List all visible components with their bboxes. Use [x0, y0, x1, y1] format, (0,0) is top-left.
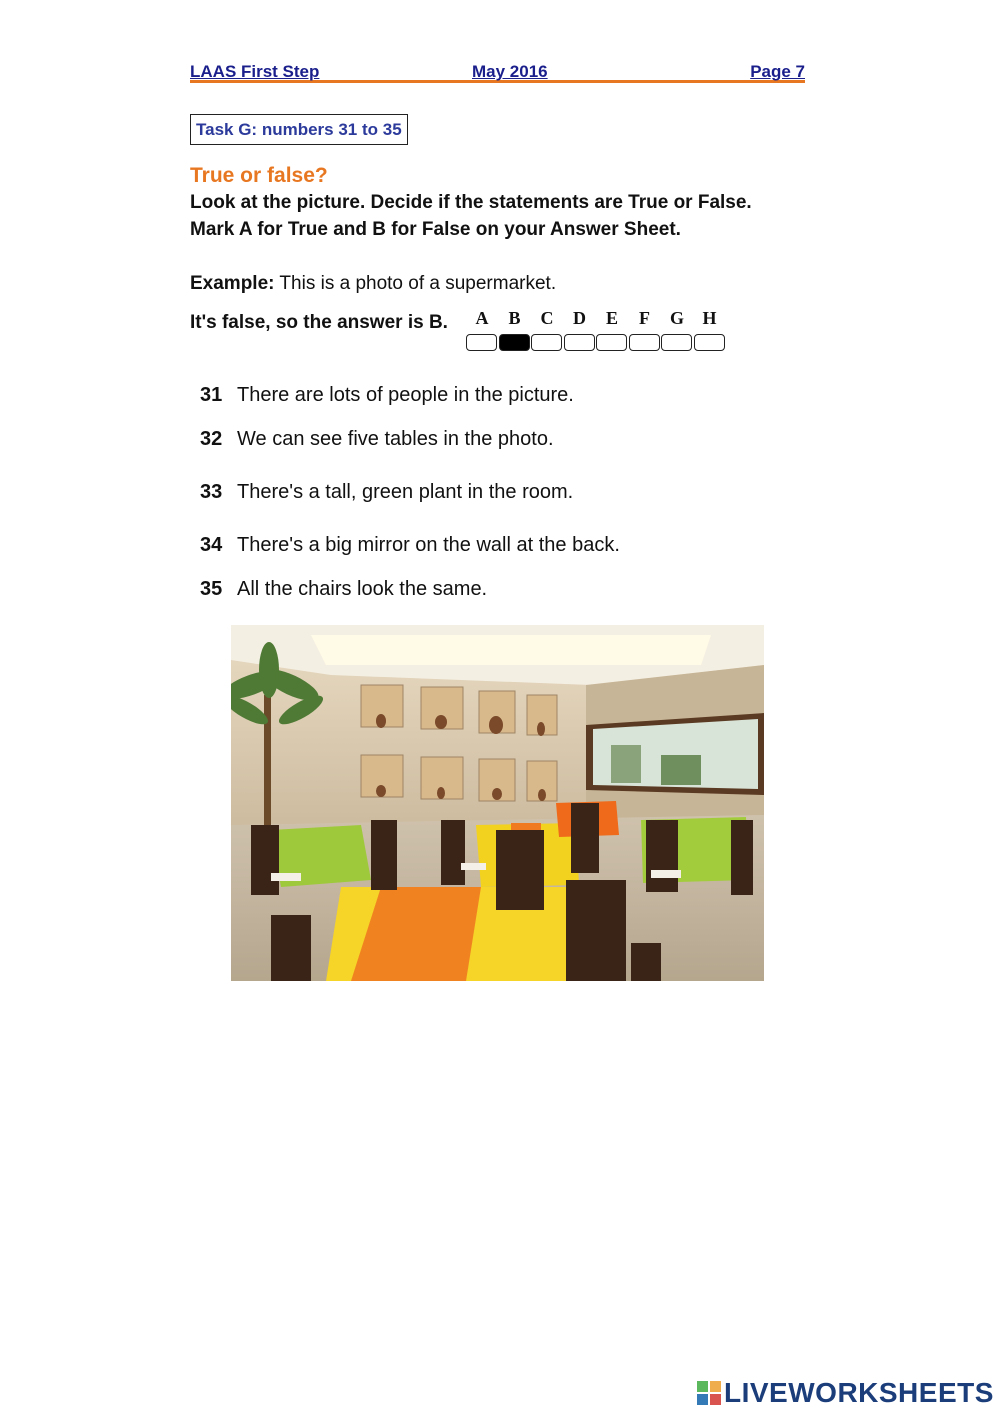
- item-text: There are lots of people in the picture.: [237, 384, 574, 406]
- statement-item: [200, 384, 574, 407]
- item-number: 32: [200, 428, 223, 450]
- answer-letter: G: [669, 308, 684, 328]
- item-text: There's a big mirror on the wall at the back.: [237, 534, 620, 556]
- item-text: All the chairs look the same.: [237, 578, 488, 600]
- header-page-number: Page 7: [750, 62, 805, 81]
- brand-name: LIVEWORKSHEETS: [724, 1377, 994, 1408]
- restaurant-photo: [231, 625, 764, 981]
- statement-item: [200, 534, 620, 557]
- answer-bubble: [661, 334, 692, 351]
- liveworksheets-brand: [697, 1376, 994, 1410]
- example-label: Example:: [190, 273, 275, 294]
- answer-bubble: [499, 334, 530, 351]
- answer-letter: A: [475, 308, 489, 328]
- task-label: Task G: numbers 31 to 35: [190, 114, 408, 145]
- item-text: We can see five tables in the photo.: [237, 428, 554, 450]
- item-number: 33: [200, 481, 223, 503]
- statement-item: [200, 428, 554, 451]
- instruction-line-2: Mark A for True and B for False on your Answer Sheet.: [190, 219, 681, 240]
- answer-letter: F: [639, 308, 650, 328]
- answer-letter: H: [702, 308, 717, 328]
- example-answer: It's false, so the answer is B.: [190, 312, 448, 333]
- statement-item: [200, 578, 487, 601]
- answer-letter: C: [540, 308, 554, 328]
- example-text: This is a photo of a supermarket.: [279, 273, 557, 294]
- answer-letter: E: [605, 308, 618, 328]
- item-number: 35: [200, 578, 223, 600]
- liveworksheets-logo-icon: [697, 1381, 721, 1405]
- page-header: [190, 60, 805, 83]
- header-title: LAAS First Step: [190, 62, 320, 81]
- item-text: There's a tall, green plant in the room.: [237, 481, 574, 503]
- answer-bubble: [694, 334, 725, 351]
- answer-letter: B: [508, 308, 521, 328]
- item-number: 31: [200, 384, 223, 406]
- answer-bubble: [629, 334, 660, 351]
- answer-letter: D: [573, 308, 586, 328]
- answer-bubble: [596, 334, 627, 351]
- instruction-line-1: Look at the picture. Decide if the statements are True or False.: [190, 192, 752, 213]
- answer-bubble: [564, 334, 595, 351]
- header-date: May 2016: [472, 62, 548, 81]
- answer-bubble: [466, 334, 497, 351]
- example-statement: [190, 273, 556, 295]
- statement-item: [200, 481, 573, 504]
- answer-bubble: [531, 334, 562, 351]
- item-number: 34: [200, 534, 223, 556]
- section-title: True or false?: [190, 164, 328, 187]
